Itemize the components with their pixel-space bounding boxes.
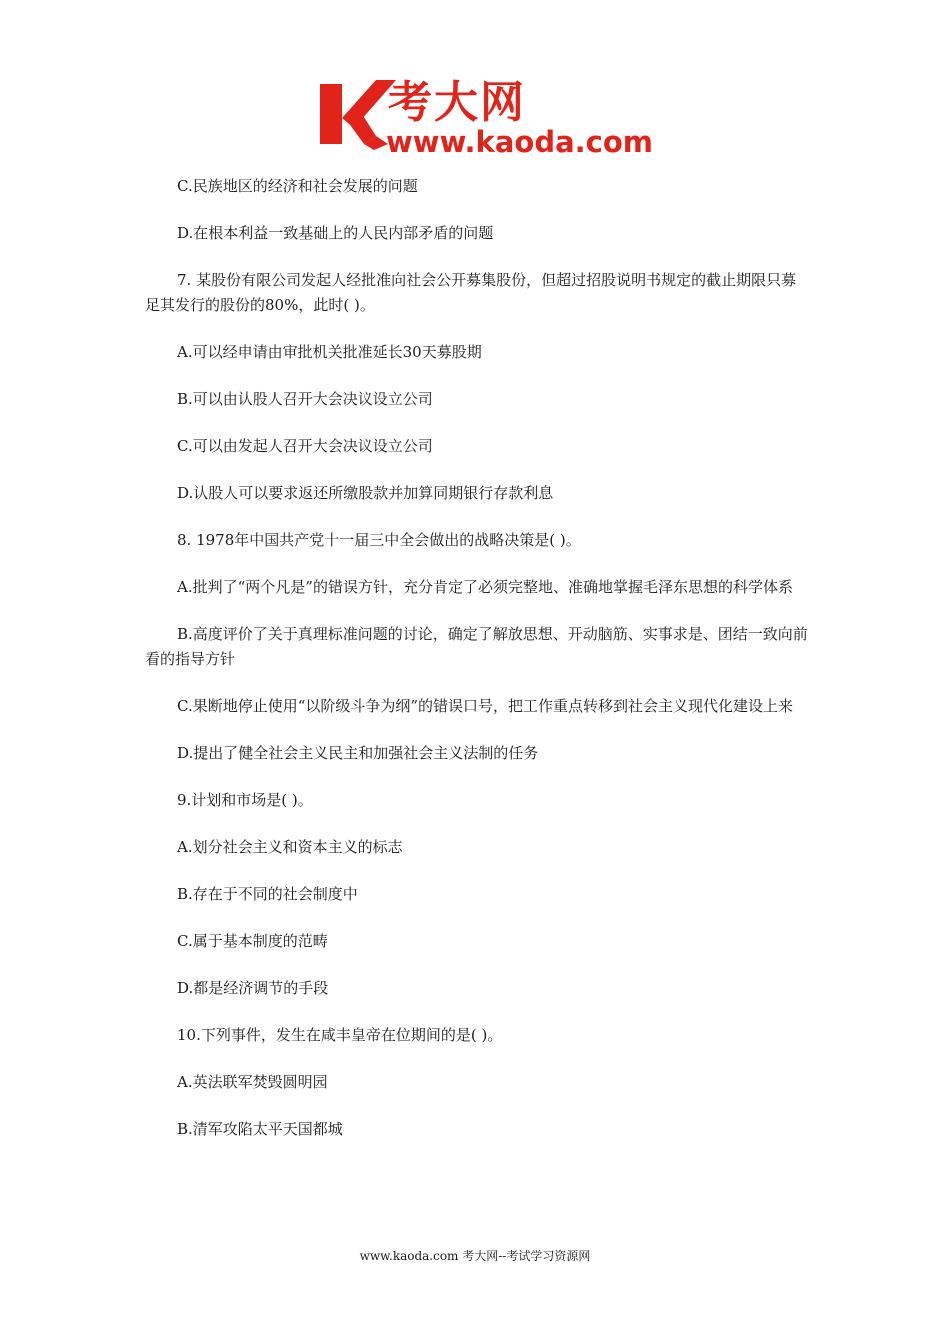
option-d: D.提出了健全社会主义民主和加强社会主义法制的任务 [177,744,539,762]
document-body [145,174,810,1164]
option-d: D.都是经济调节的手段 [177,979,329,997]
option-a: A.划分社会主义和资本主义的标志 [177,838,403,856]
option-c: C.可以由发起人召开大会决议设立公司 [177,437,433,455]
option-d: D.认股人可以要求返还所缴股款并加算同期银行存款利息 [177,484,554,502]
option-b: B.可以由认股人召开大会决议设立公司 [177,390,433,408]
question-9: 9.计划和市场是( )。 [177,791,313,809]
option-c: C.属于基本制度的范畴 [177,932,328,950]
question-7: 7. 某股份有限公司发起人经批准向社会公开募集股份，但超过招股说明书规定的截止期限只募足其发行的股份的80%，此时( )。 [145,271,797,314]
option-a: A.可以经申请由审批机关批准延长30天募股期 [177,343,482,361]
option-c: C.果断地停止使用“以阶级斗争为纲”的错误口号，把工作重点转移到社会主义现代化建设上来 [177,697,794,715]
page-footer: www.kaoda.com 考大网--考试学习资源网 [359,1249,591,1263]
question-8: 8. 1978年中国共产党十一届三中全会做出的战略决策是( )。 [177,531,581,549]
option-b: B.高度评价了关于真理标准问题的讨论，确定了解放思想、开动脑筋、实事求是、团结一致向前看的指导方针 [145,625,808,668]
kaoda-logo [318,77,653,160]
question-10: 10.下列事件，发生在咸丰皇帝在位期间的是( )。 [177,1026,503,1044]
option-a: A.批判了“两个凡是”的错误方针，充分肯定了必须完整地、准确地掌握毛泽东思想的科学体系 [177,578,793,596]
option-b: B.存在于不同的社会制度中 [177,885,358,903]
option-d: D.在根本利益一致基础上的人民内部矛盾的问题 [177,224,494,242]
option-b: B.清军攻陷太平天国都城 [177,1120,343,1138]
option-c: C.民族地区的经济和社会发展的问题 [177,177,418,195]
logo-url: www.kaoda.com [386,125,653,159]
logo-chinese-name: 考大网 [388,77,526,128]
option-a: A.英法联军焚毁圆明园 [177,1073,328,1091]
